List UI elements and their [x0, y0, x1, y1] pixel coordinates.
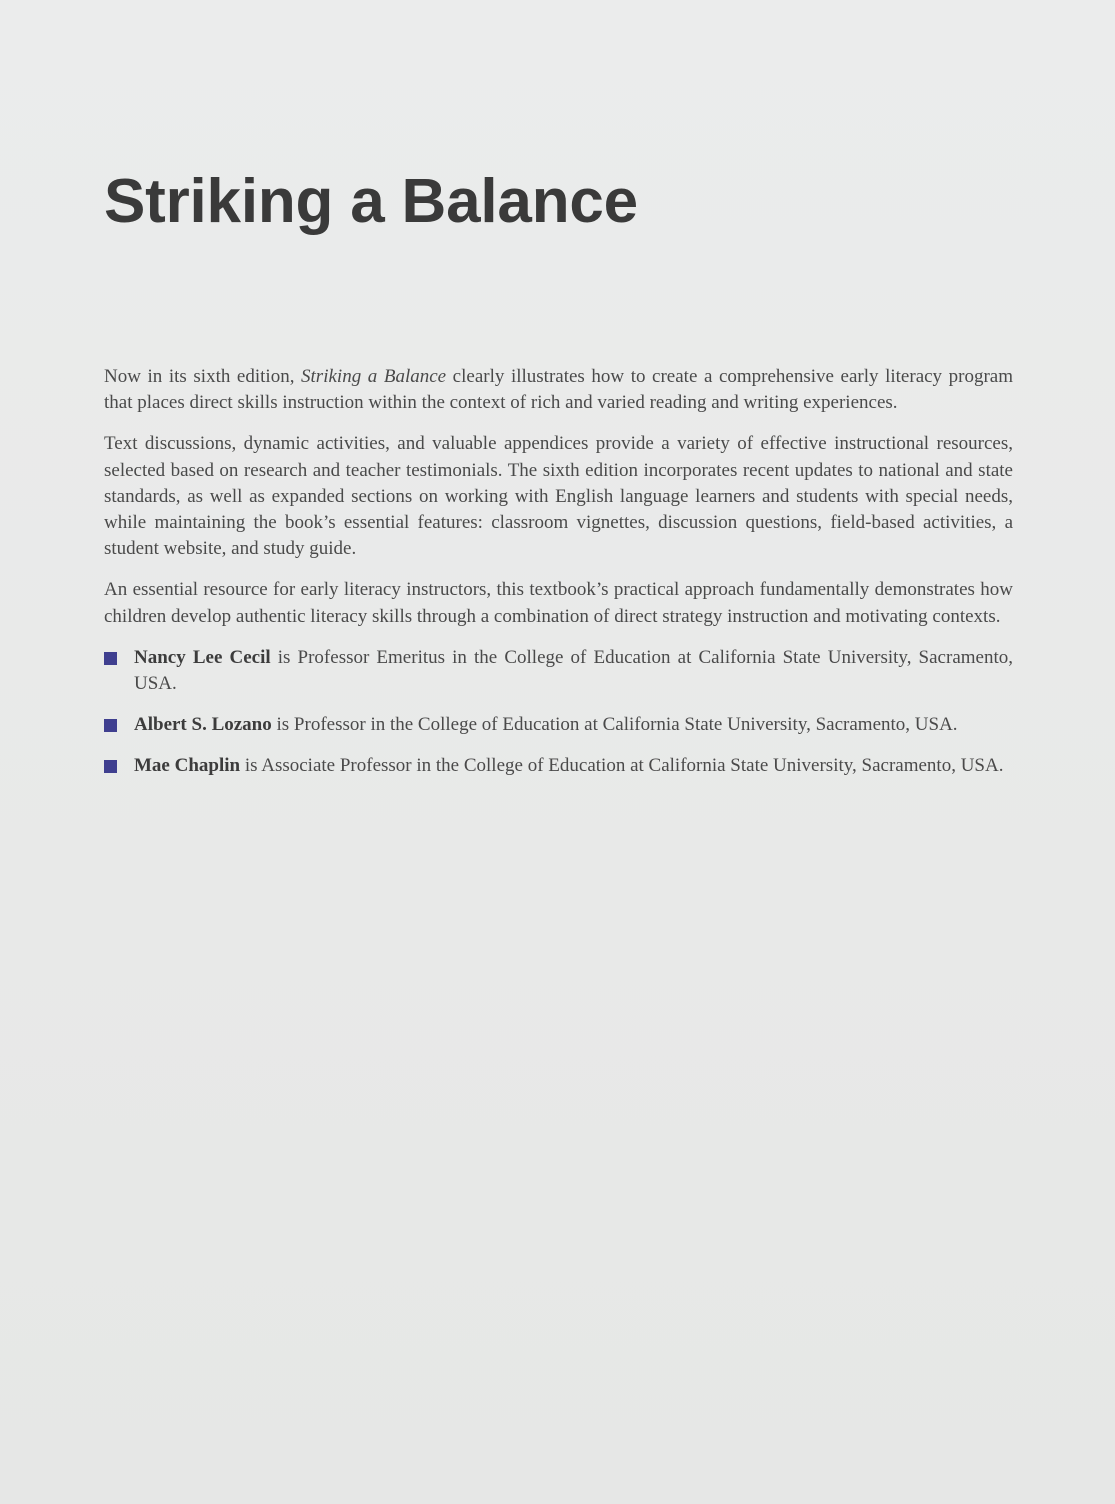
description-block — [104, 364, 1013, 795]
page-title: Striking a Balance — [104, 167, 638, 236]
description-paragraph-2: Text discussions, dynamic activities, and valuable appendices provide a variety of effective instructional resources, selected based on research and teacher testimonials. The sixth edition incorporates recent updates to national and state standards, as well as expanded sections on working with English language learners and students with special needs, while maintaining the book’s essential features: classroom vignettes, discussion questions, field-based activities, a student website, and study guide. — [104, 433, 1013, 560]
square-bullet-icon — [104, 652, 117, 665]
author-bio-text: is Associate Professor in the College of Education at California State University, Sacramento, USA. — [240, 755, 1004, 777]
square-bullet-icon — [104, 719, 117, 732]
author-bio — [104, 645, 1013, 697]
square-bullet-icon — [104, 760, 117, 773]
author-bio — [104, 712, 1013, 738]
author-bio-text: is Professor in the College of Education at California State University, Sacramento, USA. — [271, 714, 958, 736]
description-paragraph-1 — [104, 364, 1013, 416]
author-bio — [104, 753, 1013, 779]
description-text: clearly illustrates how to create a comprehensive early literacy program that places direct skills instruction within the context of rich and varied reading and writing experiences. — [104, 366, 1013, 414]
description-paragraph-3: An essential resource for early literacy instructors, this textbook’s practical approach fundamentally demonstrates how children develop authentic literacy skills through a combination of direct strategy instruction and motivating contexts. — [104, 579, 1013, 627]
author-name: Albert S. Lozano — [134, 714, 272, 736]
author-name: Mae Chaplin — [134, 755, 241, 777]
description-text: Now in its sixth edition, — [104, 366, 302, 387]
author-bio-list — [104, 645, 1013, 780]
author-bio-text: is Professor Emeritus in the College of Education at California State University, Sacramento, USA. — [134, 646, 1013, 695]
author-name: Nancy Lee Cecil — [134, 646, 271, 668]
book-title-italic: Striking a Balance — [301, 366, 447, 387]
